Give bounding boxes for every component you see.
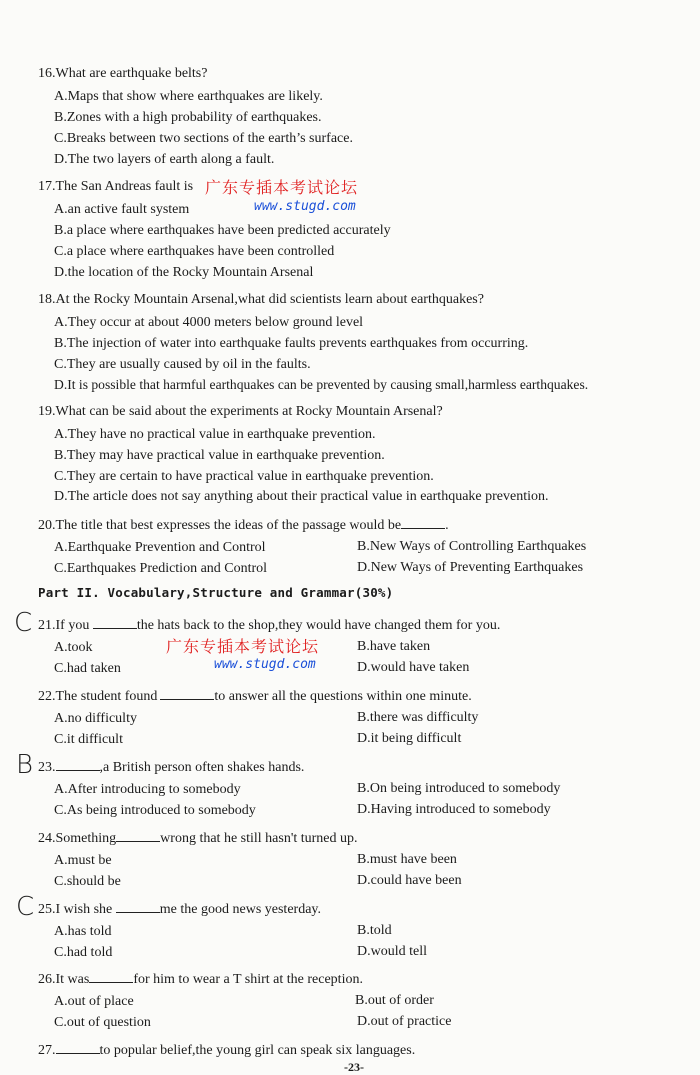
question-26-stem bbox=[38, 968, 363, 990]
question-16-option-b: B.Zones with a high probability of earthquakes. bbox=[54, 110, 322, 125]
answer-blank bbox=[56, 756, 100, 771]
question-20-option-b: B.New Ways of Controlling Earthquakes bbox=[357, 539, 587, 554]
page-number: -23- bbox=[344, 1060, 364, 1074]
question-20-stem bbox=[38, 514, 449, 536]
question-23-option-c: C.As being introduced to somebody bbox=[54, 803, 256, 818]
question-24-option-b: B.must have been bbox=[357, 852, 457, 867]
question-21-stem bbox=[38, 614, 500, 636]
question-23-stem-post: ,a British person often shakes hands. bbox=[99, 760, 305, 775]
question-25-option-d: D.would tell bbox=[357, 944, 427, 959]
question-23-option-a: A.After introducing to somebody bbox=[54, 782, 241, 797]
question-26-option-d: D.out of practice bbox=[357, 1014, 452, 1029]
answer-blank bbox=[93, 614, 137, 629]
question-24-option-a: A.must be bbox=[54, 853, 112, 868]
watermark-forum-name: 广东专插本考试论坛 bbox=[205, 178, 359, 197]
question-18-option-d: D.It is possible that harmful earthquakes can be prevented by causing small,harmless earthquakes. bbox=[54, 377, 589, 392]
question-26-stem-pre: 26.It was bbox=[38, 972, 90, 987]
question-25-option-a: A.has told bbox=[54, 924, 112, 939]
question-16-option-c: C.Breaks between two sections of the earth’s surface. bbox=[54, 131, 353, 146]
question-18-option-b: B.The injection of water into earthquake faults prevents earthquakes from occurring. bbox=[54, 336, 529, 351]
question-24-stem bbox=[38, 827, 358, 849]
question-27-stem bbox=[38, 1039, 415, 1061]
question-22-stem-pre: 22.The student found bbox=[38, 689, 158, 704]
question-17-option-d: D.the location of the Rocky Mountain Arsenal bbox=[54, 265, 314, 280]
answer-blank bbox=[116, 898, 160, 913]
question-21-option-c: C.had taken bbox=[54, 661, 121, 676]
question-22-stem bbox=[38, 685, 472, 707]
question-23-option-b: B.On being introduced to somebody bbox=[357, 781, 561, 796]
question-21-option-b: B.have taken bbox=[357, 639, 431, 654]
watermark-forum-name: 广东专插本考试论坛 bbox=[166, 637, 320, 656]
question-19-option-b: B.They may have practical value in earthquake prevention. bbox=[54, 448, 385, 463]
question-25-stem-post: me the good news yesterday. bbox=[159, 902, 321, 917]
question-23-option-d: D.Having introduced to somebody bbox=[357, 802, 551, 817]
question-24-stem-post: wrong that he still hasn't turned up. bbox=[160, 831, 358, 846]
answer-blank bbox=[56, 1039, 100, 1054]
part-2-heading: Part II. Vocabulary,Structure and Grammar(30%) bbox=[38, 585, 394, 600]
question-25-option-c: C.had told bbox=[54, 945, 113, 960]
question-19-stem: 19.What can be said about the experiments at Rocky Mountain Arsenal? bbox=[38, 404, 443, 419]
question-23-stem-pre: 23. bbox=[38, 760, 56, 775]
handwritten-answer-25: C bbox=[16, 892, 35, 922]
watermark-url: www.stugd.com bbox=[214, 657, 316, 672]
question-21-option-d: D.would have taken bbox=[357, 660, 470, 675]
question-22-option-c: C.it difficult bbox=[54, 732, 123, 747]
answer-blank bbox=[160, 685, 214, 700]
question-20-option-c: C.Earthquakes Prediction and Control bbox=[54, 561, 268, 576]
question-16-stem: 16.What are earthquake belts? bbox=[38, 66, 208, 81]
watermark-url: www.stugd.com bbox=[254, 199, 356, 214]
question-26-option-c: C.out of question bbox=[54, 1015, 151, 1030]
question-22-option-b: B.there was difficulty bbox=[357, 710, 479, 725]
question-23-stem bbox=[38, 756, 304, 778]
question-19-option-a: A.They have no practical value in earthquake prevention. bbox=[54, 427, 376, 442]
question-26-stem-post: for him to wear a T shirt at the reception. bbox=[133, 972, 363, 987]
question-19-option-c: C.They are certain to have practical value in earthquake prevention. bbox=[54, 469, 434, 484]
question-21-stem-post: the hats back to the shop,they would have changed them for you. bbox=[136, 618, 501, 633]
answer-blank bbox=[116, 827, 160, 842]
question-20-option-d: D.New Ways of Preventing Earthquakes bbox=[357, 560, 584, 575]
question-20-option-a: A.Earthquake Prevention and Control bbox=[54, 540, 266, 555]
question-24-stem-pre: 24.Something bbox=[38, 831, 117, 846]
question-20-stem-post: . bbox=[445, 518, 449, 533]
question-16-option-d: D.The two layers of earth along a fault. bbox=[54, 152, 275, 167]
question-27-stem-post: to popular belief,the young girl can speak six languages. bbox=[99, 1043, 416, 1058]
question-21-stem-pre: 21.If you bbox=[38, 618, 90, 633]
question-16-option-a: A.Maps that show where earthquakes are likely. bbox=[54, 89, 323, 104]
question-18-option-c: C.They are usually caused by oil in the faults. bbox=[54, 357, 311, 372]
handwritten-answer-23: B bbox=[16, 750, 34, 780]
handwritten-answer-21: C bbox=[14, 608, 33, 638]
question-26-option-b: B.out of order bbox=[355, 993, 434, 1008]
question-19-option-d: D.The article does not say anything about their practical value in earthquake prevention. bbox=[54, 489, 549, 504]
question-25-option-b: B.told bbox=[357, 923, 392, 938]
question-17-option-a: A.an active fault system bbox=[54, 202, 190, 217]
question-22-option-d: D.it being difficult bbox=[357, 731, 462, 746]
question-17-option-b: B.a place where earthquakes have been predicted accurately bbox=[54, 223, 391, 238]
question-27-stem-pre: 27. bbox=[38, 1043, 56, 1058]
question-21-option-a: A.took bbox=[54, 640, 93, 655]
question-22-stem-post: to answer all the questions within one minute. bbox=[214, 689, 472, 704]
question-24-option-d: D.could have been bbox=[357, 873, 462, 888]
question-26-option-a: A.out of place bbox=[54, 994, 134, 1009]
question-25-stem-pre: 25.I wish she bbox=[38, 902, 113, 917]
question-17-stem: 17.The San Andreas fault is bbox=[38, 179, 194, 194]
question-20-stem-pre: 20.The title that best expresses the ideas of the passage would be bbox=[38, 518, 402, 533]
question-22-option-a: A.no difficulty bbox=[54, 711, 137, 726]
answer-blank bbox=[89, 968, 133, 983]
question-17-option-c: C.a place where earthquakes have been controlled bbox=[54, 244, 335, 259]
question-18-stem: 18.At the Rocky Mountain Arsenal,what did scientists learn about earthquakes? bbox=[38, 292, 484, 307]
answer-blank bbox=[401, 514, 445, 529]
question-24-option-c: C.should be bbox=[54, 874, 121, 889]
question-18-option-a: A.They occur at about 4000 meters below ground level bbox=[54, 315, 364, 330]
question-25-stem bbox=[38, 898, 321, 920]
